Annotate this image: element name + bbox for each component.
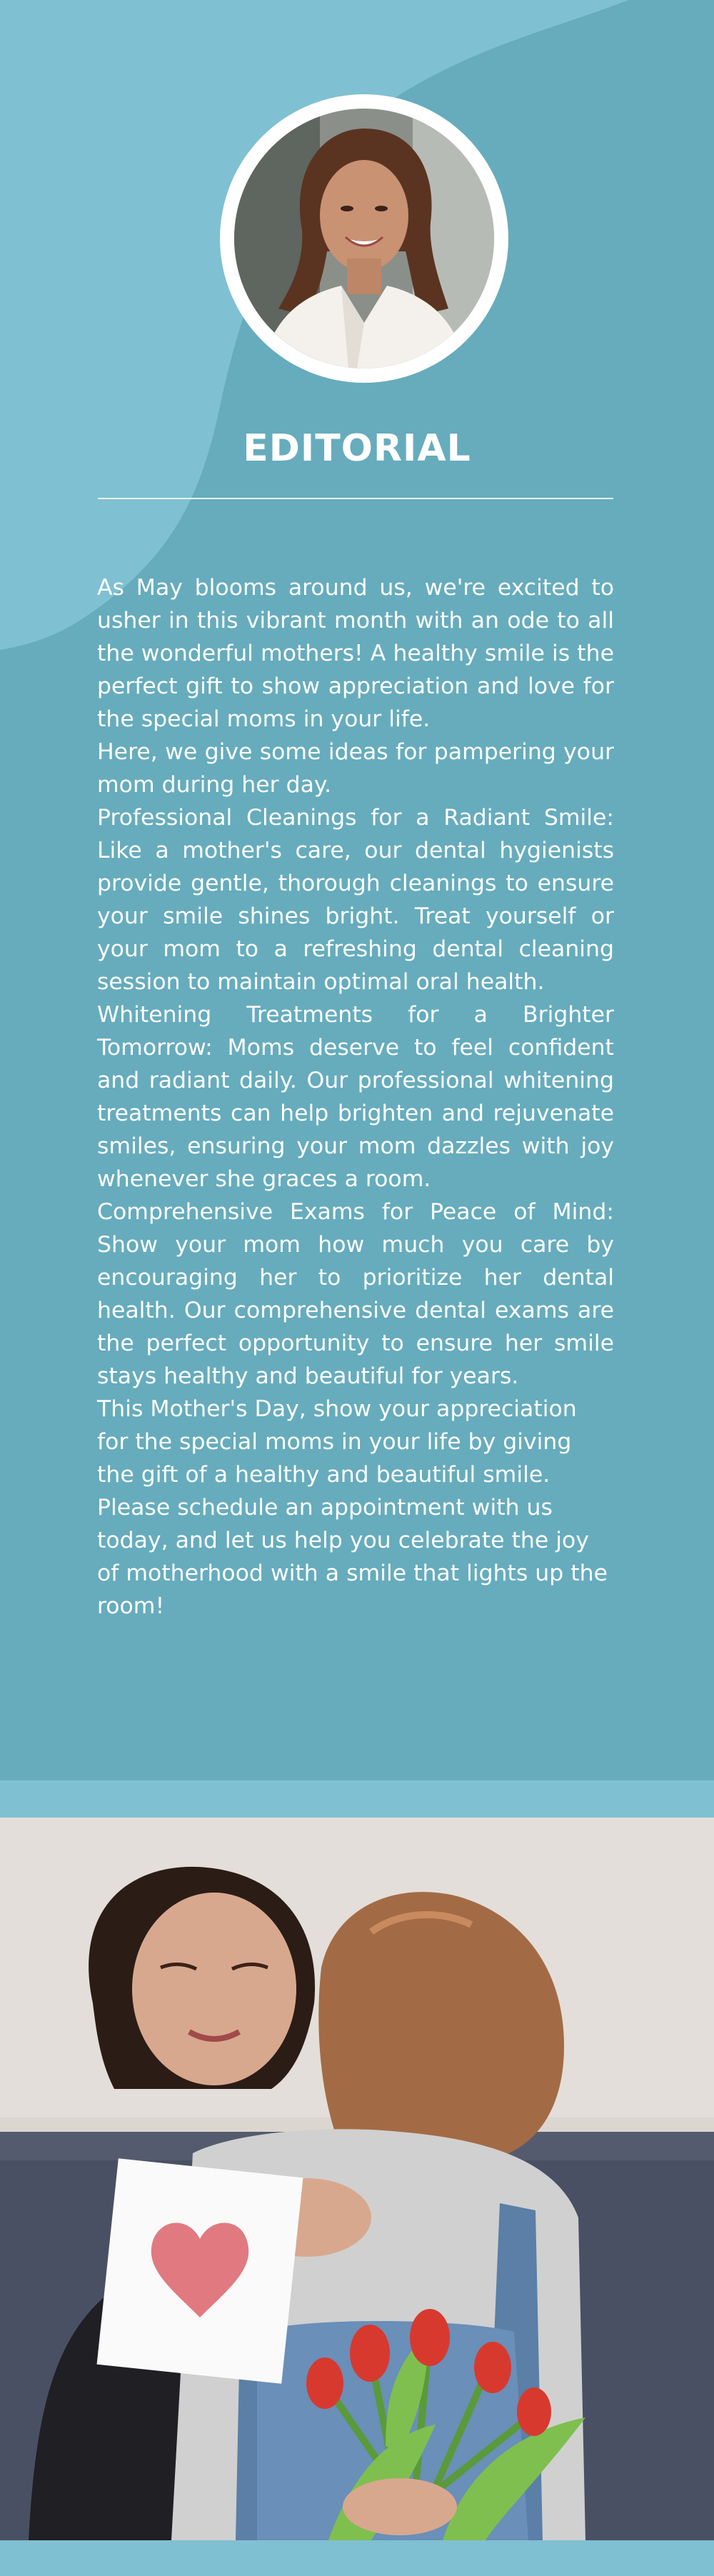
- paragraph-intro: As May blooms around us, we're excited to usher in this vibrant month with an ode to all the wonderful mothers! A healthy smile is the perfect gift to show appreciation and love for the special moms in your life.: [97, 575, 614, 732]
- mother-child-photo: [0, 1818, 714, 2540]
- editorial-body: [97, 571, 614, 1623]
- paragraph-ideas: Here, we give some ideas for pampering your mom during her day.: [97, 739, 614, 798]
- paragraph-cleanings: Professional Cleanings for a Radiant Smile: Like a mother's care, our dental hygienists provide gentle, thorough cleanings to ensure your smile shines bright. Treat yourself or your mom to a refreshing dental cleaning session to maintain optimal oral health.: [97, 805, 614, 995]
- author-avatar: [220, 94, 508, 383]
- title-divider: [98, 498, 613, 499]
- bottom-band: [0, 2540, 714, 2576]
- divider-band: [0, 1780, 714, 1818]
- paragraph-closing: This Mother's Day, show your appreciation for the special moms in your life by giving the gift of a healthy and beautiful smile. Please schedule an appointment with us today, and let us help you celebrate the joy of motherhood with a smile that lights up the room!: [97, 1396, 608, 1619]
- paragraph-whitening: Whitening Treatments for a Brighter Tomorrow: Moms deserve to feel confident and radiant daily. Our professional whitening treatments can help brighten and rejuvenate smiles, ensuring your mom dazzles with joy whenever she graces a room.: [97, 1002, 614, 1192]
- page-title: EDITORIAL: [243, 427, 471, 470]
- paragraph-exams: Comprehensive Exams for Peace of Mind: Show your mom how much you care by encouraging her to prioritize her dental health. Our comprehensive dental exams are the perfect opportunity to ensure her smile stays healthy and beautiful for years.: [97, 1199, 614, 1389]
